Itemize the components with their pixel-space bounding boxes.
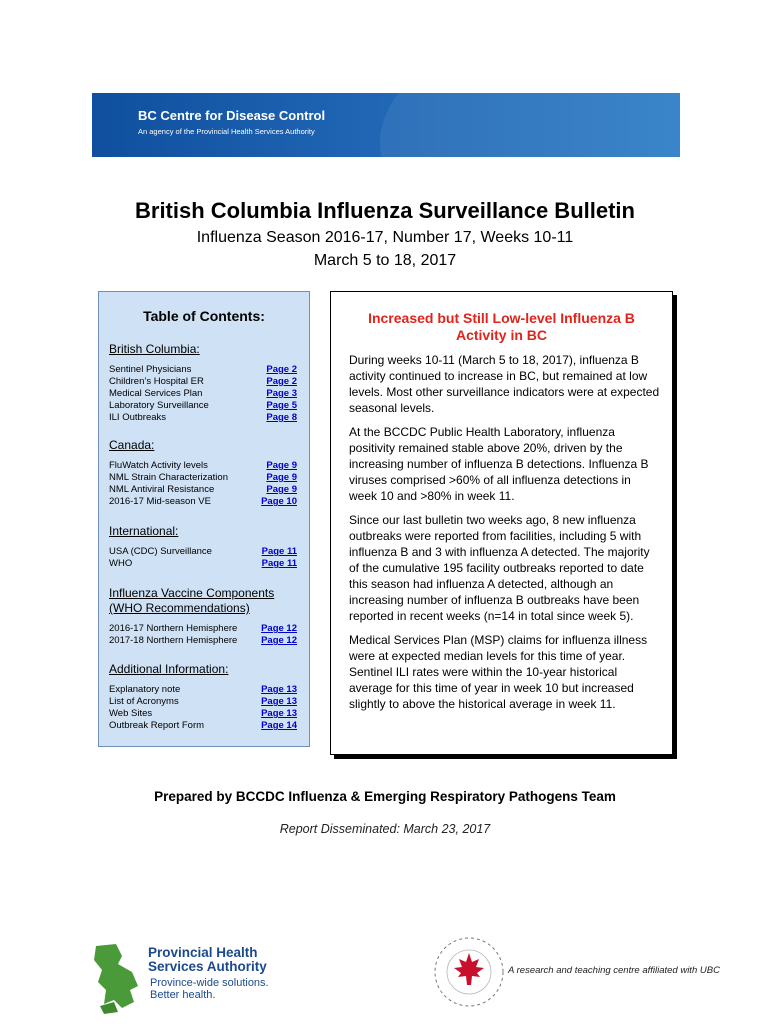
phsa-tagline: Province-wide solutions. Better health. xyxy=(150,977,269,1001)
toc-row: 2017-18 Northern Hemisphere Page 12 xyxy=(109,635,297,646)
phsa-name: Provincial Health Services Authority xyxy=(148,945,267,974)
page-link[interactable]: Page 5 xyxy=(266,400,297,411)
toc-list-additional xyxy=(109,684,297,732)
page-link[interactable]: Page 9 xyxy=(266,472,297,483)
toc-list-bc xyxy=(109,364,297,424)
page-link[interactable]: Page 3 xyxy=(266,388,297,399)
toc-list-international xyxy=(109,546,297,570)
page-link[interactable]: Page 13 xyxy=(261,696,297,707)
summary-box xyxy=(330,291,673,755)
page-link[interactable]: Page 12 xyxy=(261,635,297,646)
season-subtitle: Influenza Season 2016-17, Number 17, Weeks 10-11 xyxy=(196,229,574,246)
accreditation-seal-icon xyxy=(432,935,506,1009)
report-disseminated: Report Disseminated: March 23, 2017 xyxy=(279,822,491,836)
summary-text xyxy=(349,352,660,720)
page-link[interactable]: Page 14 xyxy=(261,720,297,731)
summary-paragraph: At the BCCDC Public Health Laboratory, influenza positivity remained stable above 20%, driven by the increasing number of influenza B detections. Influenza B viruses comprised >60% of all influenza detections in week 10 and >80% in week 11. xyxy=(349,425,649,503)
toc-section-vaccine: Influenza Vaccine Components xyxy=(109,586,275,600)
toc-section-additional: Additional Information: xyxy=(109,662,229,676)
toc-row: List of Acronyms Page 13 xyxy=(109,696,297,707)
summary-paragraph: Since our last bulletin two weeks ago, 8 new influenza outbreaks were reported from facilities, including 5 with influenza B and 3 with influenza A detected. The majority of the cumulative 195 facility outbreaks reported to date this season had influenza A detected, although an increasing number of influenza B outbreaks have been reported in recent weeks (n=14 in total since week 5). xyxy=(349,513,650,623)
toc-row: USA (CDC) Surveillance Page 11 xyxy=(109,546,297,557)
page-link[interactable]: Page 11 xyxy=(261,546,297,557)
page-link[interactable]: Page 13 xyxy=(261,708,297,719)
toc-row: 2016-17 Northern Hemisphere Page 12 xyxy=(109,623,297,634)
toc-row: Explanatory note Page 13 xyxy=(109,684,297,695)
toc-heading: Table of Contents: xyxy=(143,308,265,324)
date-range-subtitle: March 5 to 18, 2017 xyxy=(313,252,457,269)
toc-section-bc: British Columbia: xyxy=(109,342,200,356)
summary-paragraph: During weeks 10-11 (March 5 to 18, 2017), influenza B activity continued to increase in BC, but remained at low levels. Most other surveillance indicators were at expected seasonal levels. xyxy=(349,353,660,415)
table-of-contents xyxy=(98,291,310,747)
toc-row: ILI Outbreaks Page 8 xyxy=(109,412,297,423)
toc-row: NML Strain Characterization Page 9 xyxy=(109,472,297,483)
page-link[interactable]: Page 12 xyxy=(261,623,297,634)
toc-row: 2016-17 Mid-season VE Page 10 xyxy=(109,496,297,507)
toc-list-vaccine xyxy=(109,623,297,647)
toc-row: FluWatch Activity levels Page 9 xyxy=(109,460,297,471)
bccdc-banner xyxy=(92,93,680,157)
toc-section-canada: Canada: xyxy=(109,438,155,452)
toc-section-vaccine-line2: (WHO Recommendations) xyxy=(109,601,250,615)
page-link[interactable]: Page 8 xyxy=(266,412,297,423)
toc-section-international: International: xyxy=(109,524,179,538)
summary-paragraph: Medical Services Plan (MSP) claims for influenza illness were at expected median levels for this time of year. Sentinel ILI rates were within the 10-year historical average for this time of year in week 10 but increased slightly to above the historical average in week 11. xyxy=(349,633,648,711)
page-link[interactable]: Page 11 xyxy=(261,558,297,569)
toc-row: Medical Services Plan Page 3 xyxy=(109,388,297,399)
prepared-by: Prepared by BCCDC Influenza & Emerging Respiratory Pathogens Team xyxy=(154,789,616,804)
toc-row: Outbreak Report Form Page 14 xyxy=(109,720,297,731)
page-link[interactable]: Page 9 xyxy=(266,484,297,495)
toc-row: Children’s Hospital ER Page 2 xyxy=(109,376,297,387)
toc-row: WHO Page 11 xyxy=(109,558,297,569)
toc-row: Sentinel Physicians Page 2 xyxy=(109,364,297,375)
phsa-logo-icon xyxy=(92,942,144,1016)
toc-list-canada xyxy=(109,460,297,508)
ubc-affiliation: A research and teaching centre affiliated with UBC xyxy=(508,965,720,976)
banner-title: BC Centre for Disease Control xyxy=(138,108,326,123)
toc-row: NML Antiviral Resistance Page 9 xyxy=(109,484,297,495)
page-link[interactable]: Page 2 xyxy=(266,376,297,387)
summary-title: Increased but Still Low-level Influenza B Activity in BC xyxy=(368,310,635,343)
page-link[interactable]: Page 13 xyxy=(261,684,297,695)
page-title: British Columbia Influenza Surveillance Bulletin xyxy=(135,198,635,223)
banner-subtitle: An agency of the Provincial Health Services Authority xyxy=(138,127,315,136)
toc-row: Web Sites Page 13 xyxy=(109,708,297,719)
page-link[interactable]: Page 2 xyxy=(266,364,297,375)
toc-row: Laboratory Surveillance Page 5 xyxy=(109,400,297,411)
page-link[interactable]: Page 10 xyxy=(261,496,297,507)
page-link[interactable]: Page 9 xyxy=(266,460,297,471)
